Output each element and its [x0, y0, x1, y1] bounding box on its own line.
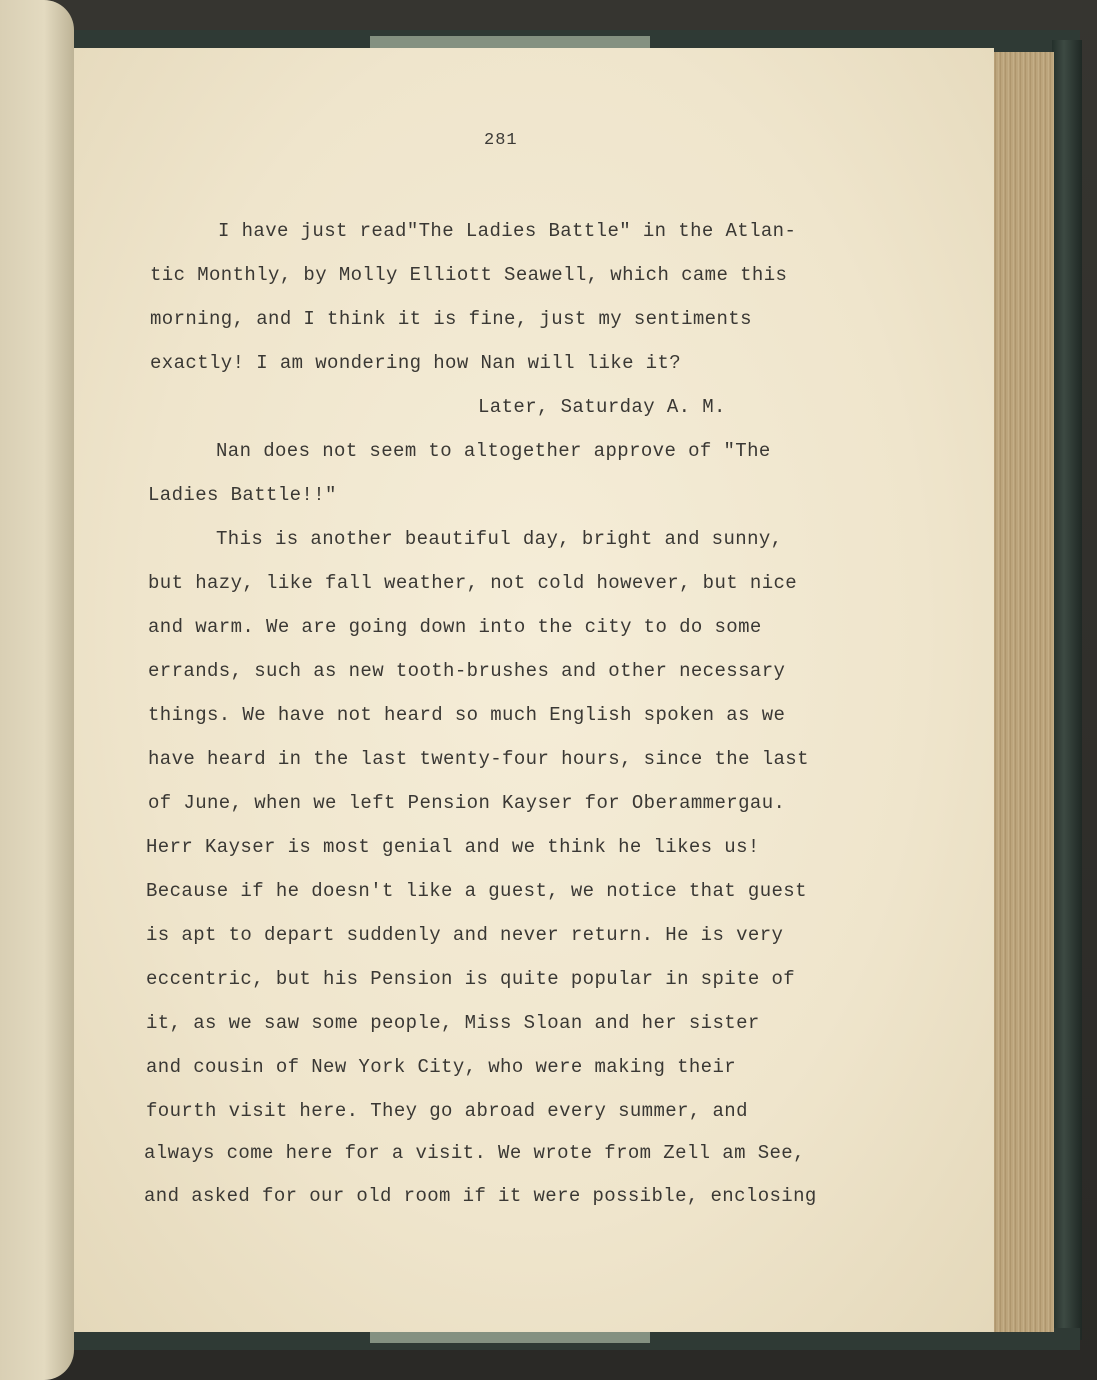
binding-ribbon-bottom [370, 1331, 650, 1343]
text-line: and cousin of New York City, who were making their [146, 1056, 737, 1078]
text-line: and asked for our old room if it were possible, enclosing [144, 1185, 817, 1207]
book-cover-right [1052, 40, 1082, 1340]
text-line: and warm. We are going down into the city to do some [148, 616, 762, 638]
text-line: it, as we saw some people, Miss Sloan and her sister [146, 1012, 760, 1034]
text-line: of June, when we left Pension Kayser for Oberammergau. [148, 792, 786, 814]
text-line: always come here for a visit. We wrote from Zell am See, [144, 1142, 805, 1164]
text-line: have heard in the last twenty-four hours, since the last [148, 748, 809, 770]
text-line: Nan does not seem to altogether approve of "The [216, 440, 771, 462]
text-line: Herr Kayser is most genial and we think he likes us! [146, 836, 760, 858]
text-line: errands, such as new tooth-brushes and other necessary [148, 660, 786, 682]
left-page-edge [0, 0, 74, 1380]
text-line: This is another beautiful day, bright and sunny, [216, 528, 783, 550]
text-line: but hazy, like fall weather, not cold however, but nice [148, 572, 798, 594]
text-line: fourth visit here. They go abroad every summer, and [146, 1100, 748, 1122]
text-line: Because if he doesn't like a guest, we notice that guest [146, 880, 807, 902]
page-number: 281 [484, 131, 518, 150]
page-stack-edges [992, 52, 1054, 1332]
text-line: is apt to depart suddenly and never return. He is very [146, 924, 784, 946]
text-line: tic Monthly, by Molly Elliott Seawell, which came this [150, 264, 788, 286]
text-line: exactly! I am wondering how Nan will like it? [150, 352, 682, 374]
text-line: Later, Saturday A. M. [478, 396, 726, 418]
text-line: Ladies Battle!!" [148, 484, 337, 506]
text-line: morning, and I think it is fine, just my sentiments [150, 308, 752, 330]
text-line: I have just read"The Ladies Battle" in the Atlan- [218, 220, 797, 242]
text-line: eccentric, but his Pension is quite popular in spite of [146, 968, 796, 990]
text-line: things. We have not heard so much English spoken as we [148, 704, 786, 726]
